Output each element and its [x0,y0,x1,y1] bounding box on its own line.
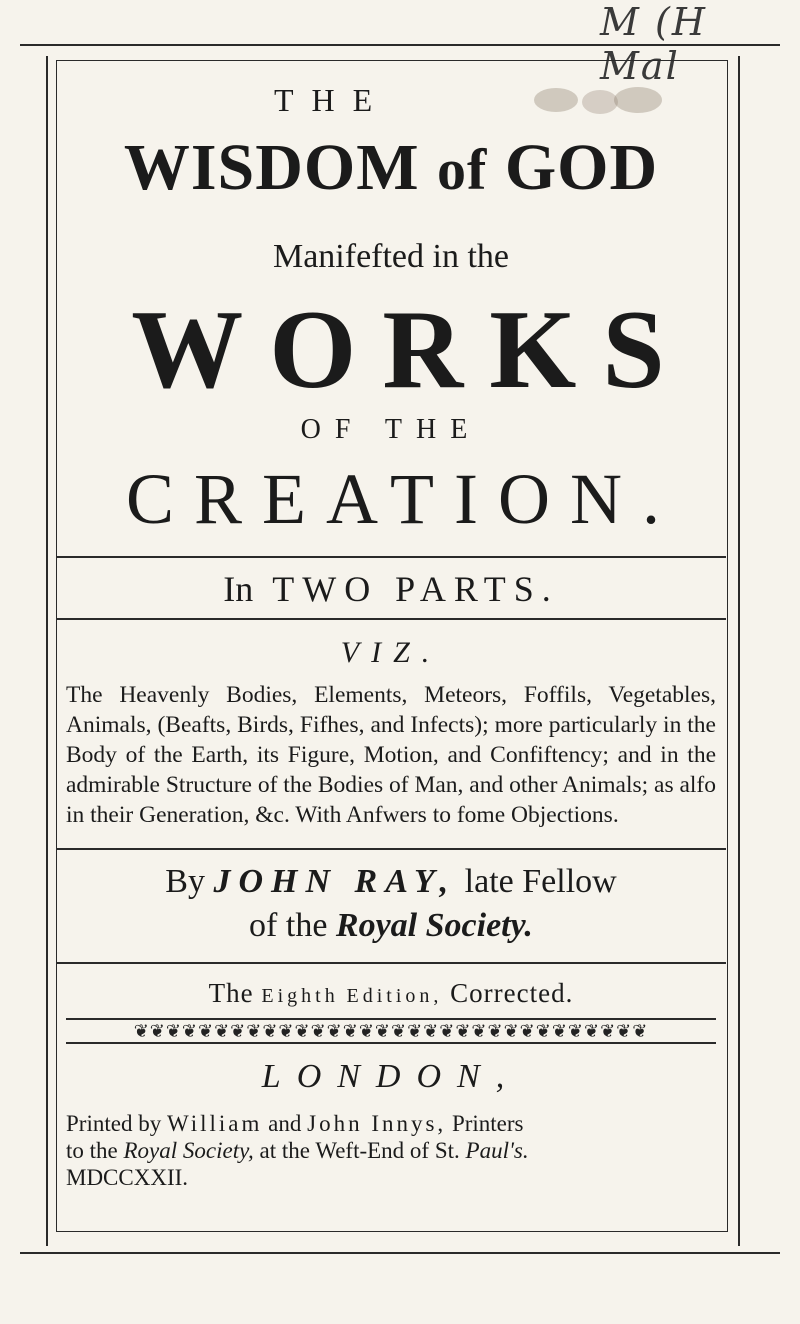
imprint-printers: Printers [451,1111,524,1136]
divider-rule [56,556,726,558]
imprint-printed-by: Printed by [66,1111,162,1136]
two-parts-label: TWO PARTS. [272,569,559,609]
author-name: JOHN RAY, [213,863,457,900]
imprint-line-2 [66,1137,716,1164]
imprint-year: MDCCXXII. [66,1165,189,1190]
divider-rule [56,848,726,850]
imprint-to-the: to the [66,1138,118,1163]
author-late-fellow: late Fellow [464,863,617,900]
imprint-block [66,1110,716,1191]
author-block [56,860,726,948]
author-of-the: of the [249,907,328,944]
in-label: In [223,569,254,609]
title-of-the: OF THE [300,414,482,445]
imprint-at-the: at the Weft-End of St. [259,1138,460,1163]
handwritten-signature: M (H Mal [600,0,707,88]
title-works: WORKS [131,288,691,412]
bottom-page-rule [20,1252,780,1254]
title-wisdom: WISDOM [123,131,420,204]
place-london: LONDON, [261,1058,521,1095]
author-line [56,860,726,904]
title-creation: CREATION. [126,459,680,539]
title-wisdom-of-god [56,130,726,206]
title-the: THE [274,82,391,118]
author-by: By [165,863,205,900]
edition-corrected: Corrected. [450,978,574,1008]
imprint-line-1 [66,1110,716,1137]
title-god: GOD [504,131,659,204]
imprint-pauls: Paul's. [465,1138,529,1163]
title-of: of [437,137,488,202]
title-manifested: Manifefted in the [272,238,510,275]
society-line [56,904,726,948]
in-two-parts [56,568,726,610]
imprint-and: and [268,1111,302,1136]
edition-the: The [208,978,254,1008]
ornamental-band: ❦❦❦❦❦❦❦❦❦❦❦❦❦❦❦❦❦❦❦❦❦❦❦❦❦❦❦❦❦❦❦❦ [66,1018,716,1044]
imprint-society: Royal Society, [123,1138,254,1163]
library-stamp-icon [520,80,680,120]
description-paragraph [66,680,716,830]
divider-rule [56,618,726,620]
imprint-william: William [166,1111,263,1136]
viz-label: VIZ. [340,636,442,669]
author-society: Royal Society. [335,907,533,944]
edition-line [56,978,726,1009]
divider-rule [56,962,726,964]
description-text: The Heavenly Bodies, Elements, Meteors, Foffils, Vegetables, Animals, (Beafts, Birds, Fifhes, and Infects); more particularly in the Body of the Earth, its Figure, Motion, and Confiftency; and in the admirable Structure of the Bodies of Man, and other Animals; as alfo in their Generation, &c. With Anfwers to fome Objections. [66,682,717,828]
edition-eighth: Eighth [261,985,339,1007]
edition-edition: Edition, [346,985,443,1007]
imprint-john: John Innys, [307,1111,447,1136]
